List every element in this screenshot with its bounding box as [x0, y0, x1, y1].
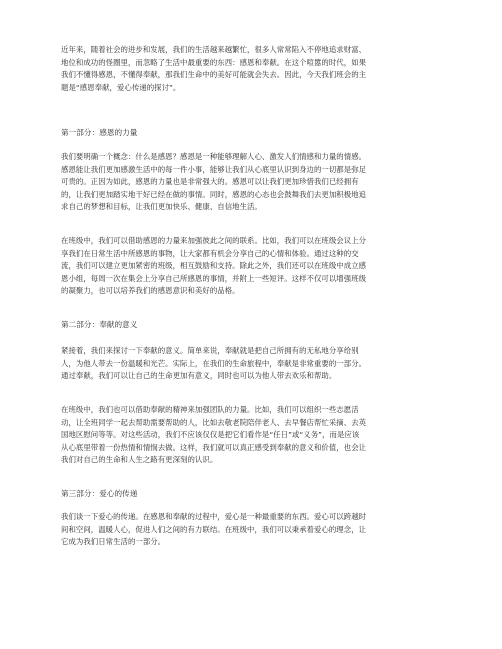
text-line: 求自己的梦想和目标，让我们更加快乐、健康、自信地生活。: [61, 202, 262, 211]
section-heading-part2: 第二部分：奉献的意义: [61, 320, 138, 329]
text-line: 地位和成功的怪圈里，而忽略了生活中最重要的东西：感恩和奉献。在这个喧嚣的时代，如果: [61, 57, 367, 67]
text-line: 从心底里带着一份热情和情悯去做。这样，我们就可以真正感受到奉献的意义和价值，也会让: [61, 442, 367, 452]
text-line: 的凝聚力，也可以培养我们的感恩意识和美好的品格。: [61, 286, 240, 295]
text-line: 动，让全班同学一起去帮助需要帮助的人，比如去敬老院陪伴老人、去早餐店帮忙采摘、去英: [61, 417, 367, 427]
text-line: 题是“感恩奉献，爱心传递的探讨”。: [61, 82, 181, 92]
text-line: 通过奉献，我们可以让自己的生命更加有意义，同时也可以为他人带去欢乐和帮助。: [61, 371, 337, 380]
text-line: 享我们在日常生活中所感恩的事物，让大家都有机会分享自己的心情和体验。通过这种的交: [61, 248, 359, 258]
text-line: 我们对自己的生命和人生之路有更深刻的认识。: [61, 455, 218, 464]
text-line: 近年来，随着社会的进步和发展，我们的生活越来越繁忙，很多人常常陷入不停地追求财富、: [61, 45, 367, 54]
text-line: 人，为他人带去一份温暖和光芒。实际上，在我们的生命旅程中，奉献是非常重要的一部分。: [61, 358, 367, 368]
text-line: 紧接着，我们来探讨一下奉献的意义。简单来说，奉献就是把自己所拥有的无私地分享给别: [61, 346, 359, 355]
text-line: 它成为我们日常生活的一部分。: [61, 537, 166, 546]
text-line: 感恩能让我们更加感激生活中的每一件小事，能够让我们从心底里认识到身边的一切都是弥足: [61, 164, 367, 174]
text-line: 国地区慰问等等。对这些活动，我们不应该仅仅是把它们看作是“任日”或“义务”，而是应该: [61, 430, 360, 439]
text-line: 在班级中，我们可以借助感恩的力量来加强彼此之间的联系。比如，我们可以在班级会议上分: [61, 236, 367, 245]
text-line: 我们谈一下爱心的传递。在感恩和奉献的过程中，爱心是一种最重要的东西。爱心可以跨越时: [61, 512, 367, 521]
text-line: 我们不懂得感恩，不懂得奉献，那我们生命中的美好可能就会失去。因此，今天我们班会的主: [61, 70, 367, 79]
text-line: 我们要明确一个概念：什么是感恩？感恩是一种能够理解人心、激发人们情感和力量的情感。: [61, 152, 367, 161]
text-line: 流，我们可以建立更加紧密的班级，相互鼓励和支持。除此之外，我们还可以在班级中成立感: [61, 261, 367, 270]
section-heading-part3: 第三部分：爱心的传递: [61, 489, 138, 498]
text-line: 的，让我们更加踏实地干好已经在做的事情。同时，感恩的心态也会鼓舞我们去更加积极地追: [61, 189, 367, 199]
text-line: 间和空间，温暖人心，促进人们之间的有力联结。在班级中，我们可以秉承着爱心的理念，让: [61, 524, 367, 534]
text-line: 在班级中，我们也可以借助奉献的精神来加强团队的力量。比如，我们可以组织一些志愿活: [61, 405, 359, 414]
text-line: 恩小组，每周一次在集会上分享自己所感恩的事情，并附上一些短评。这样不仅可以增强班级: [61, 273, 367, 283]
text-line: 可贵的。正因为如此，感恩的力量也是非常强大的。感恩可以让我们更加珍惜我们已经拥有: [61, 177, 359, 186]
section-heading-part1: 第一部分：感恩的力量: [61, 128, 138, 137]
